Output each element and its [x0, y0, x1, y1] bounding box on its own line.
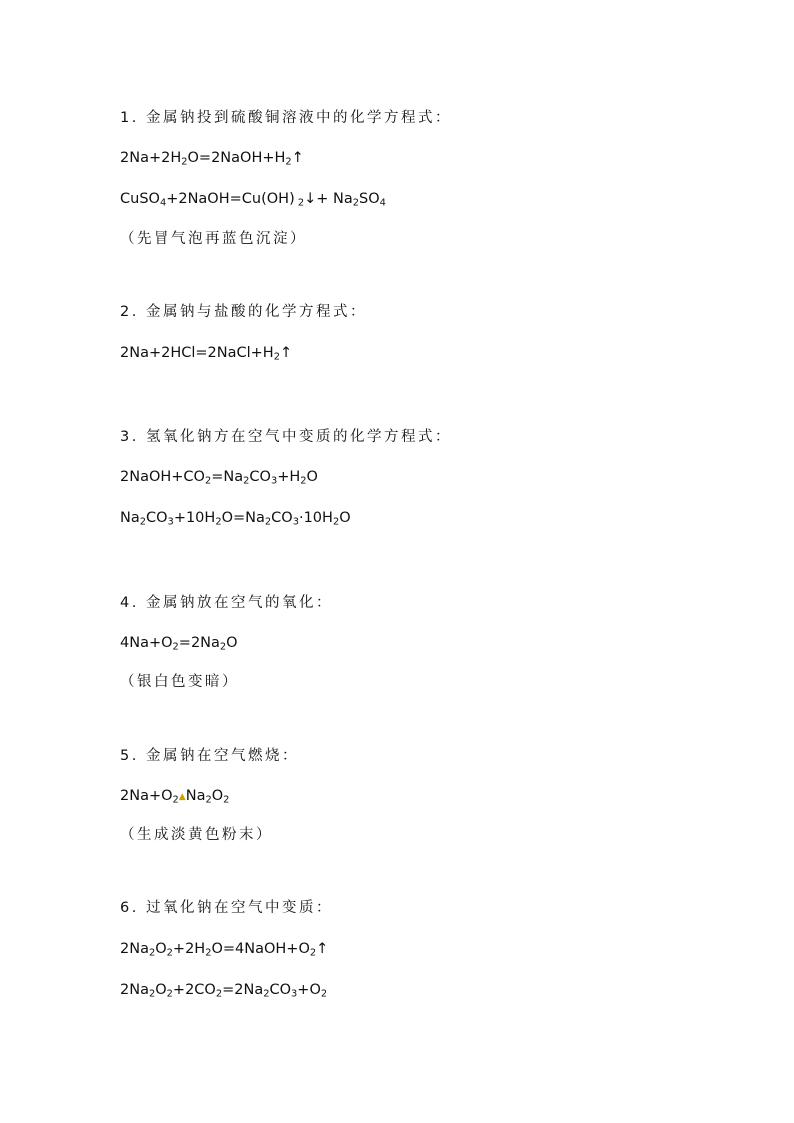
subscript: 3 — [270, 475, 278, 487]
note-1: （先冒气泡再蓝色沉淀） — [120, 231, 307, 247]
subscript: 2 — [139, 516, 146, 528]
formula-text: =Na — [211, 469, 244, 485]
formula-text: 4Na+O — [120, 635, 173, 651]
subscript: 2 — [148, 947, 156, 959]
formula-text: CO — [271, 510, 293, 526]
formula-text: O — [226, 635, 238, 651]
subscript: 2 — [294, 197, 305, 209]
subscript: 2 — [172, 641, 179, 653]
equation-3a — [120, 467, 318, 487]
formula-text: O — [211, 788, 224, 804]
formula-text: CO — [249, 469, 271, 485]
subscript: 3 — [291, 988, 298, 1000]
formula-text: 2Na — [120, 941, 149, 957]
formula-text: +2CO — [172, 982, 216, 998]
heating-triangle-icon: ▲ — [178, 792, 186, 802]
formula-text: ·10H — [298, 510, 333, 526]
subscript: 2 — [320, 988, 328, 1000]
subscript: 4 — [159, 197, 167, 209]
heading-2: 2. 金属钠与盐酸的化学方程式： — [120, 304, 367, 320]
formula-text: CO — [269, 982, 292, 998]
formula-text: =2Na — [178, 635, 220, 651]
formula-text: O=2NaOH+H — [187, 150, 286, 166]
heading-6: 6. 过氧化钠在空气中变质： — [120, 900, 333, 916]
heading-5: 5. 金属钠在空气燃烧： — [120, 748, 299, 764]
subscript: 2 — [148, 988, 156, 1000]
heading-3: 3. 氢氧化钠方在空气中变质的化学方程式： — [120, 429, 452, 445]
subscript: 2 — [204, 475, 212, 487]
formula-text: 2Na+2H — [120, 150, 182, 166]
subscript: 2 — [285, 156, 292, 168]
subscript: 2 — [263, 988, 270, 1000]
subscript: 2 — [166, 988, 173, 1000]
subscript: 2 — [205, 947, 212, 959]
formula-text: +2H — [172, 941, 206, 957]
subscript: 2 — [215, 988, 223, 1000]
formula-text: +2NaOH=Cu(OH) — [166, 191, 295, 207]
subscript: 2 — [332, 516, 340, 528]
formula-text: O — [155, 941, 167, 957]
formula-text: O — [306, 469, 318, 485]
subscript: 3 — [292, 516, 299, 528]
subscript: 2 — [181, 156, 188, 168]
subscript: 2 — [205, 794, 212, 806]
formula-text: 2Na+2HCl=2NaCl+H — [120, 345, 274, 361]
equation-5 — [120, 786, 229, 808]
formula-text: ↑ — [316, 941, 329, 957]
subscript: 2 — [166, 947, 173, 959]
formula-text: O — [155, 982, 167, 998]
equation-6b — [120, 980, 327, 1000]
formula-text: CO — [146, 510, 168, 526]
formula-text: 2NaOH+CO — [120, 469, 205, 485]
subscript: 4 — [379, 197, 386, 209]
note-5: （生成淡黄色粉末） — [120, 827, 273, 843]
subscript: 2 — [172, 794, 179, 806]
equation-2 — [120, 343, 292, 363]
equation-1b — [120, 189, 386, 209]
formula-text: 2Na — [120, 982, 149, 998]
formula-text: ↑ — [291, 150, 304, 166]
formula-text: O=Na — [221, 510, 265, 526]
subscript: 2 — [219, 641, 227, 653]
subscript: 2 — [352, 197, 360, 209]
subscript: 2 — [264, 516, 272, 528]
formula-text: CuSO — [120, 191, 160, 207]
formula-text: +H — [277, 469, 301, 485]
formula-text: ↑ — [279, 345, 293, 361]
formula-text: Na — [120, 510, 140, 526]
subscript: 2 — [215, 516, 222, 528]
subscript: 2 — [243, 475, 250, 487]
subscript: 2 — [309, 947, 317, 959]
heading-1: 1. 金属钠投到硫酸铜溶液中的化学方程式： — [120, 110, 452, 126]
equation-6a — [120, 939, 328, 959]
formula-text: O=4NaOH+O — [211, 941, 310, 957]
subscript: 2 — [273, 351, 280, 363]
formula-text: O — [339, 510, 351, 526]
subscript: 2 — [223, 794, 230, 806]
formula-text: =2Na — [222, 982, 264, 998]
formula-text: ↓+ Na — [304, 191, 353, 207]
heading-4: 4. 金属钠放在空气的氧化： — [120, 595, 333, 611]
formula-text: +10H — [173, 510, 216, 526]
subscript: 3 — [167, 516, 174, 528]
note-4: （银白色变暗） — [120, 674, 239, 690]
equation-1a — [120, 148, 304, 168]
formula-text: +O — [297, 982, 321, 998]
formula-text: Na — [185, 788, 206, 804]
formula-text: SO — [359, 191, 380, 207]
equation-4 — [120, 633, 238, 653]
equation-3b — [120, 508, 351, 528]
formula-text: 2Na+O — [120, 788, 173, 804]
subscript: 2 — [300, 475, 307, 487]
